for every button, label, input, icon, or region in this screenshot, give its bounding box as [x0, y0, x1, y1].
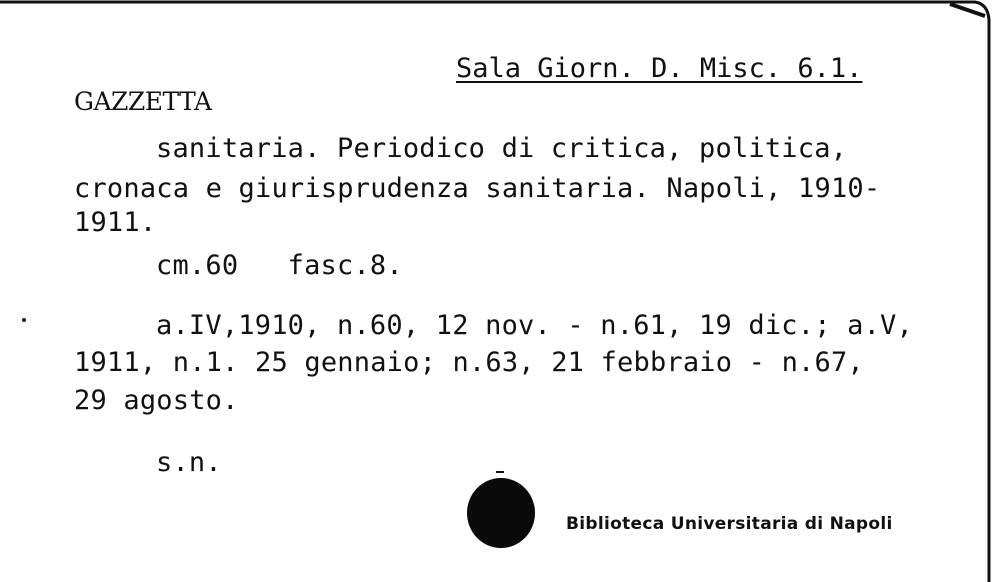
note-line: s.n. — [156, 447, 222, 478]
description-line-2: cronaca e giurisprudenza sanitaria. Napoli, 1910- — [74, 173, 881, 204]
description-line-3: 1911. — [74, 207, 157, 238]
catalog-heading: GAZZETTA — [74, 87, 212, 116]
description-line-1: sanitaria. Periodico di critica, politica, — [156, 133, 848, 164]
library-stamp-icon — [466, 470, 536, 548]
shelfmark: Sala Giorn. D. Misc. 6.1. — [456, 53, 863, 84]
holdings-line-2: 1911, n.1. 25 gennaio; n.63, 21 febbraio - n.67, — [74, 347, 864, 378]
holdings-line-3: 29 agosto. — [74, 385, 239, 416]
holdings-line-1: a.IV,1910, n.60, 12 nov. - n.61, 19 dic.; a.V, — [156, 310, 913, 341]
margin-mark — [22, 318, 26, 322]
format-line: cm.60 fasc.8. — [156, 250, 403, 281]
library-name: Biblioteca Universitaria di Napoli — [566, 514, 893, 534]
